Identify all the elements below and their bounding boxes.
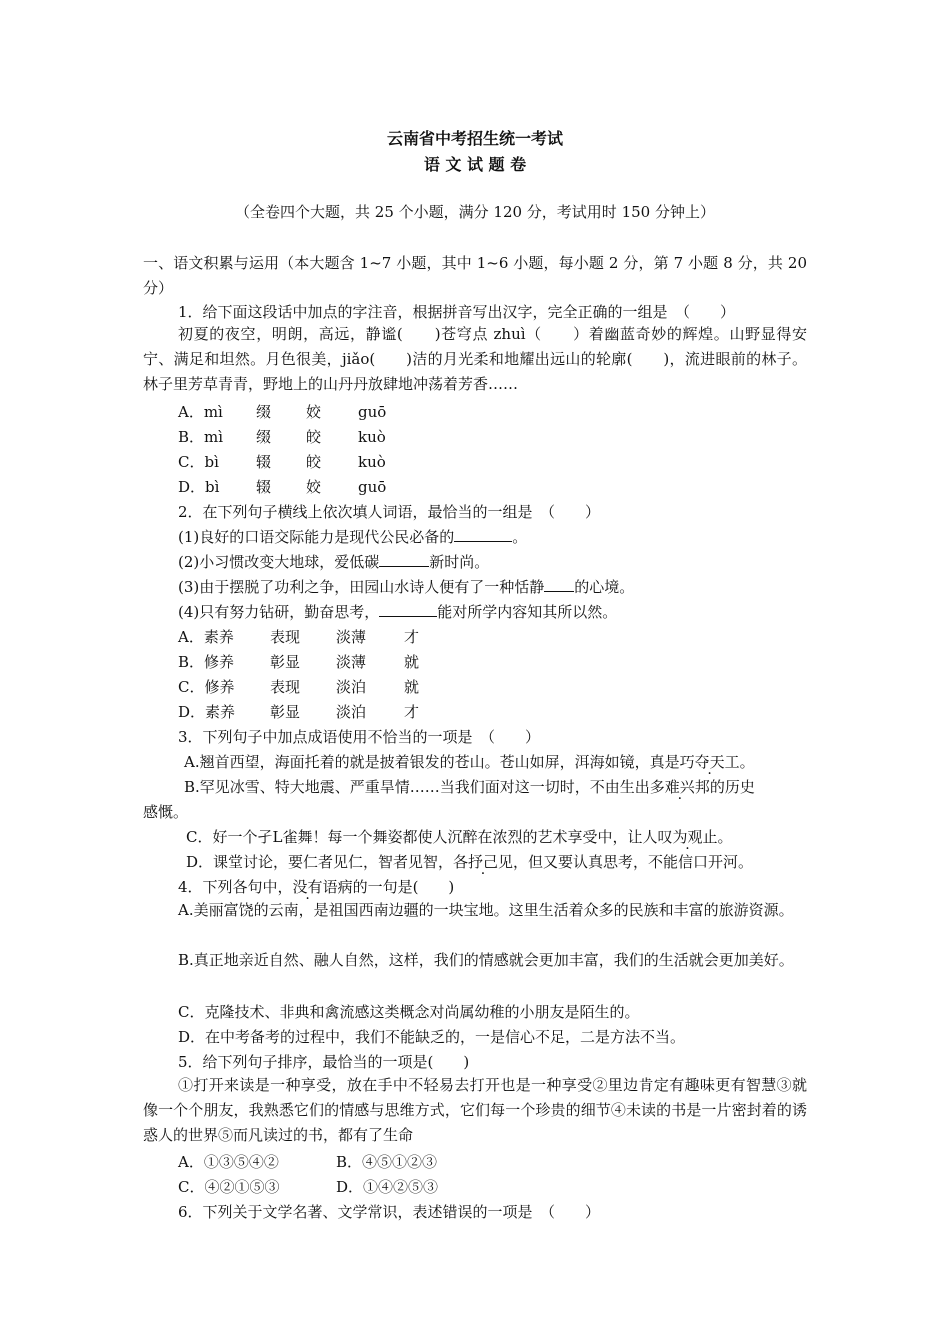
option-cell: C．修养 (178, 678, 235, 696)
question-3-option-b (184, 777, 755, 797)
option-cell: kuò (358, 453, 386, 471)
fill-blank (379, 602, 437, 617)
dotted-idiom: 各抒己见 (453, 853, 514, 871)
exam-subject-title: 语 文 试 题 卷 (423, 155, 527, 174)
dotted-word: 没有 (292, 878, 323, 896)
option-cell: A．①③⑤④② (178, 1153, 279, 1171)
exam-instructions: （全卷四个大题，共 25 个小题，满分 120 分，考试用时 150 分钟上） (235, 203, 715, 221)
question-3-option-d (186, 852, 753, 872)
question-3-option-c (186, 827, 732, 847)
sentence-text: (4)只有努力钻研，勤奋思考， (178, 603, 380, 621)
option-cell: 表现 (270, 678, 301, 696)
question-3-stem: 3．下列句子中加点成语使用不恰当的一项是 （ ） (178, 728, 541, 746)
question-5-options-row-2 (178, 1177, 438, 1197)
option-text: 。 (717, 828, 733, 846)
option-text: B.罕见冰雪、特大地震、严重旱情……当我们面对这一切时，不由生出 (184, 778, 650, 796)
question-2-option-a (178, 627, 419, 647)
option-cell: D．bì (178, 478, 220, 496)
option-cell: 彰显 (270, 653, 301, 671)
question-2-sentence-1 (178, 527, 527, 547)
stem-text: 4．下列各句中， (178, 878, 293, 896)
option-cell: 才 (404, 703, 420, 721)
question-5-options-row-1 (178, 1152, 437, 1172)
question-1-passage: 初夏的夜空，明朗，高远，静谧( )苍穹点 zhuì（ ）着幽蓝奇妙的辉煌。山野显得安宁、满足和坦然。月色很美，jiǎo( )洁的月光柔和地耀出远山的轮廓( )，流进眼前的林子。林子里芳草青青，野地上的山丹丹放肆地冲荡着芳香…… (143, 325, 807, 393)
question-4-option-d: D．在中考备考的过程中，我们不能缺乏的，一是信心不足，二是方法不当。 (178, 1028, 686, 1046)
option-cell: 淡薄 (336, 628, 367, 646)
option-cell: 缀 (256, 428, 272, 446)
question-2-sentence-2 (178, 552, 489, 572)
option-text: D．课堂讨论，要仁者见仁，智者见智， (186, 853, 454, 871)
option-cell: 就 (404, 653, 420, 671)
question-2-sentence-3 (178, 577, 634, 597)
option-cell: 淡泊 (336, 678, 367, 696)
fill-blank (379, 552, 429, 567)
option-cell: D．素养 (178, 703, 236, 721)
option-cell: A．素养 (178, 628, 234, 646)
option-text: A.翘首西望，海面托着的就是披着银发的苍山。苍山如屏，洱海如镜，真是 (184, 753, 680, 771)
sentence-text: (3)由于摆脱了功利之争，田园山水诗人便有了一种恬静 (178, 578, 545, 596)
question-1-option-c (178, 452, 386, 472)
option-cell: C．bì (178, 453, 219, 471)
option-cell: 皎 (306, 428, 322, 446)
option-text: 的历史 (709, 778, 755, 796)
question-4-stem (178, 877, 454, 897)
exam-title: 云南省中考招生统一考试 (386, 129, 563, 148)
question-2-sentence-4 (178, 602, 617, 622)
option-text: 。 (739, 753, 755, 771)
question-1-option-a (178, 402, 386, 422)
question-2-option-d (178, 702, 419, 722)
option-cell: 皎 (306, 453, 322, 471)
sentence-text: 。 (512, 528, 528, 546)
fill-blank (544, 577, 574, 592)
question-2-stem: 2．在下列句子横线上依次填人词语，最恰当的一组是 （ ） (178, 503, 601, 521)
option-cell: B．④⑤①②③ (336, 1153, 438, 1171)
question-1-stem: 1．给下面这段话中加点的字注音，根据拼音写出汉字，完全正确的一组是 （ ） (178, 303, 736, 321)
option-cell: 彰显 (270, 703, 301, 721)
question-4-option-c: C．克隆技术、非典和禽流感这类概念对尚属幼稚的小朋友是陌生的。 (178, 1003, 640, 1021)
option-cell: 淡泊 (336, 703, 367, 721)
option-cell: guō (358, 403, 387, 421)
option-cell: A．mì (178, 403, 223, 421)
option-cell: D．①④②⑤③ (336, 1178, 439, 1196)
question-2-option-c (178, 677, 419, 697)
option-text: C．好一个孑L雀舞！每一个舞姿都使人沉醉在浓烈的艺术享受中，让人 (186, 828, 658, 846)
option-text: ，但又要认真思考，不能信口开河。 (513, 853, 754, 871)
sentence-text: (1)良好的口语交际能力是现代公民必备的 (178, 528, 455, 546)
option-cell: C．④②①⑤③ (178, 1178, 280, 1196)
question-3-option-a (184, 752, 755, 772)
question-1-option-b (178, 427, 386, 447)
question-1-option-d (178, 477, 386, 497)
option-cell: 姣 (306, 403, 322, 421)
option-cell: 淡薄 (336, 653, 367, 671)
fill-blank (454, 527, 512, 542)
question-4-option-a: A.美丽富饶的云南，是祖国西南边疆的一块宝地。这里生活着众多的民族和丰富的旅游资源。 (178, 901, 794, 919)
sentence-text: 能对所学内容知其所以然。 (437, 603, 618, 621)
option-cell: 才 (404, 628, 420, 646)
sentence-text: (2)小习惯改变大地球，爱低碳 (178, 553, 380, 571)
option-cell: 表现 (270, 628, 301, 646)
option-cell: guō (358, 478, 387, 496)
dotted-idiom: 多难兴邦 (649, 778, 710, 796)
question-2-option-b (178, 652, 419, 672)
section-heading: 一、语文积累与运用（本大题含 1~7 小题，其中 1~6 小题，每小题 2 分，第 7 小题 8 分，共 20 分） (143, 254, 807, 297)
option-cell: B．修养 (178, 653, 235, 671)
question-3-option-b-continued: 感慨。 (143, 803, 189, 821)
option-cell: kuò (358, 428, 386, 446)
option-cell: 缀 (256, 403, 272, 421)
dotted-idiom: 叹为观止 (657, 828, 718, 846)
option-cell: 辍 (256, 453, 272, 471)
sentence-text: 的心境。 (574, 578, 635, 596)
question-5-passage: ①打开来读是一种享受，放在手中不轻易去打开也是一种享受②里边肯定有趣味更有智慧③就像一个个朋友，我熟悉它们的情感与思维方式，它们每一个珍贵的细节④未读的书是一片密封着的诱惑人的世界⑤而凡读过的书，都有了生命 (143, 1076, 807, 1144)
stem-text: 语病的一句是( ) (322, 878, 455, 896)
option-cell: 辍 (256, 478, 272, 496)
option-cell: B．mì (178, 428, 224, 446)
question-4-option-b: B.真正地亲近自然、融人自然，这样，我们的情感就会更加丰富，我们的生活就会更加美好。 (178, 951, 794, 969)
option-cell: 姣 (306, 478, 322, 496)
dotted-idiom: 巧夺天工 (679, 753, 740, 771)
option-cell: 就 (404, 678, 420, 696)
sentence-text: 新时尚。 (429, 553, 490, 571)
question-6-stem: 6．下列关于文学名著、文学常识，表述错误的一项是 （ ） (178, 1203, 601, 1221)
question-5-stem: 5．给下列句子排序，最恰当的一项是( ) (178, 1053, 470, 1071)
